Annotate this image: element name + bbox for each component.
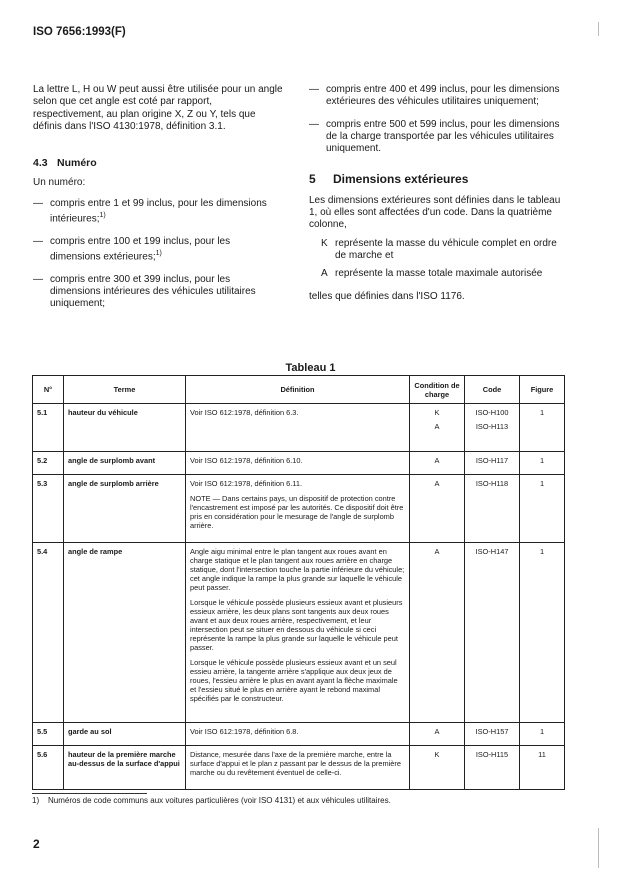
cell-term: angle de rampe bbox=[64, 543, 186, 723]
column-header: Définition bbox=[186, 376, 410, 404]
list-item: — compris entre 100 et 199 inclus, pour les dimensions extérieures;$^{1)}$ bbox=[33, 235, 231, 263]
definition-paragraph: Distance, mesurée dans l'axe de la première marche, entre la surface d'appui et le plan z passant par le dessus de la première marche ou du revêtement éventuel de celle-ci. bbox=[190, 750, 401, 777]
cell-code bbox=[465, 475, 520, 543]
document-header: ISO 7656:1993(F) bbox=[33, 26, 126, 38]
code-value: ISO-H118 bbox=[475, 479, 509, 488]
list-item: — compris entre 1 et 99 inclus, pour les dimensions intérieures;$^{1)}$ bbox=[33, 197, 267, 225]
load-condition-value: A bbox=[434, 422, 440, 431]
cell-load-condition bbox=[410, 543, 465, 723]
footnote-ref: 1) bbox=[99, 212, 106, 220]
list-item: — compris entre 400 et 499 inclus, pour les dimensions extérieures des véhicules utilitaires uniquement; bbox=[309, 84, 560, 108]
code-value: ISO-H115 bbox=[475, 750, 509, 759]
cell-load-condition bbox=[410, 452, 465, 475]
left-column bbox=[33, 84, 283, 321]
intro-paragraph: La lettre L, H ou W peut aussi être utilisée pour un angle selon que cet angle est coté par rapport, respectivement, au plan origine X, Z ou Y, tels que définis dans l'ISO 4130:1978, définition 3.1. bbox=[33, 84, 283, 132]
cell-figure: 1 bbox=[520, 452, 565, 475]
cell-definition bbox=[186, 475, 410, 543]
column-header: Figure bbox=[520, 376, 565, 404]
column-header: N° bbox=[33, 376, 64, 404]
cell-figure: 1 bbox=[520, 723, 565, 746]
definition-paragraph: Voir ISO 612:1978, définition 6.11. bbox=[190, 479, 303, 488]
section-number: 5 bbox=[309, 172, 316, 187]
lead-text: Un numéro: bbox=[33, 177, 86, 189]
code-value: ISO-H113 bbox=[475, 422, 509, 431]
cell-load-condition bbox=[410, 404, 465, 452]
cell-term: hauteur de la première marche au-dessus de la surface d'appui bbox=[64, 746, 186, 790]
column-header: Terme bbox=[64, 376, 186, 404]
definition-item: A représente la masse totale maximale autorisée bbox=[321, 268, 543, 280]
cell-number: 5.4 bbox=[33, 543, 64, 723]
dimensions-table bbox=[32, 375, 565, 790]
cell-definition bbox=[186, 404, 410, 452]
cell-load-condition bbox=[410, 475, 465, 543]
load-condition-value: A bbox=[434, 547, 440, 556]
cell-definition bbox=[186, 452, 410, 475]
cell-figure: 1 bbox=[520, 543, 565, 723]
load-condition-value: A bbox=[434, 727, 440, 736]
code-value: ISO-H117 bbox=[475, 456, 509, 465]
definition-paragraph: NOTE — Dans certains pays, un dispositif de protection contre l'encastrement est imposé par les autorités. Ce dispositif doit être pris en considération pour le mesurage de l'angle de surplomb arrière. bbox=[190, 494, 404, 530]
cell-code bbox=[465, 723, 520, 746]
load-condition-value: A bbox=[434, 479, 440, 488]
section-title: Dimensions extérieures bbox=[333, 172, 469, 187]
footnote-divider bbox=[32, 793, 147, 794]
section-5-heading bbox=[309, 173, 563, 185]
load-condition-value: A bbox=[434, 456, 440, 465]
cell-term: angle de surplomb avant bbox=[64, 452, 186, 475]
cell-figure: 1 bbox=[520, 404, 565, 452]
definition-item: K représente la masse du véhicule complet en ordre de marche et bbox=[321, 237, 557, 261]
cell-code bbox=[465, 452, 520, 475]
section-number: 4.3 bbox=[33, 157, 48, 170]
table-row bbox=[33, 543, 565, 723]
closing-text: telles que définies dans l'ISO 1176. bbox=[309, 290, 465, 302]
section-title: Numéro bbox=[57, 157, 97, 170]
page-number: 2 bbox=[33, 837, 40, 851]
cell-term: garde au sol bbox=[64, 723, 186, 746]
scan-margin-mark bbox=[598, 22, 599, 36]
cell-number: 5.1 bbox=[33, 404, 64, 452]
load-condition-value: K bbox=[434, 750, 440, 759]
definition-paragraph: Lorsque le véhicule possède plusieurs essieux avant et plusieurs essieux arrière, les deux plans sont tangents aux deux roues avant et aux deux roues arrière, respectivement, et leur intersection peut se situer en dessous du véhicule si ceci représente la rampe la plus grande sur laquelle le véhicule peut passer. bbox=[190, 598, 403, 652]
cell-figure: 11 bbox=[520, 746, 565, 790]
definition-paragraph: Voir ISO 612:1978, définition 6.3. bbox=[190, 408, 299, 417]
section-4-3-heading bbox=[33, 157, 283, 169]
cell-term: hauteur du véhicule bbox=[64, 404, 186, 452]
cell-code bbox=[465, 543, 520, 723]
right-column bbox=[309, 84, 563, 313]
table-row bbox=[33, 452, 565, 475]
section-paragraph: Les dimensions extérieures sont définies dans le tableau 1, où elles sont affectées d'un code. Dans la quatrième colonne, bbox=[309, 194, 561, 231]
cell-load-condition bbox=[410, 723, 465, 746]
cell-number: 5.2 bbox=[33, 452, 64, 475]
list-item: — compris entre 300 et 399 inclus, pour les dimensions intérieures des véhicules utilitaires uniquement; bbox=[33, 273, 256, 310]
definition-paragraph: Voir ISO 612:1978, définition 6.10. bbox=[190, 456, 303, 465]
cell-number: 5.5 bbox=[33, 723, 64, 746]
cell-code bbox=[465, 746, 520, 790]
table-row bbox=[33, 475, 565, 543]
definition-paragraph: Voir ISO 612:1978, définition 6.8. bbox=[190, 727, 299, 736]
cell-number: 5.3 bbox=[33, 475, 64, 543]
definition-paragraph: Angle aigu minimal entre le plan tangent aux roues avant en charge statique et le plan tangent aux roues arrière en charge statique, dont l'intersection touche la partie inférieure du véhicule; cet angle indique la rampe la plus grande sur laquelle le véhicule peut passer. bbox=[190, 547, 405, 592]
load-condition-value: K bbox=[434, 408, 440, 417]
table-row bbox=[33, 746, 565, 790]
scan-margin-mark bbox=[598, 828, 599, 868]
cell-definition bbox=[186, 543, 410, 723]
footnote-text: Numéros de code communs aux voitures particulières (voir ISO 4131) et aux véhicules utilitaires. bbox=[48, 796, 391, 805]
footnote-ref: 1) bbox=[155, 250, 162, 257]
cell-term: angle de surplomb arrière bbox=[64, 475, 186, 543]
table-row bbox=[33, 723, 565, 746]
cell-code bbox=[465, 404, 520, 452]
column-header: Condition de charge bbox=[410, 376, 465, 404]
code-value: ISO-H157 bbox=[475, 727, 509, 736]
column-header: Code bbox=[465, 376, 520, 404]
definition-paragraph: Lorsque le véhicule possède plusieurs essieux avant et un seul essieu arrière, la tangente arrière s'applique aux deux jeux de roues, l'essieu arrière le plus en avant ayant la flèche maximale et l'essieu situé le plus en arrière ayant le rebond maximal spécifiés par le constructeur. bbox=[190, 658, 398, 703]
table-body bbox=[33, 404, 565, 790]
code-value: ISO-H100 bbox=[475, 408, 509, 417]
list-item: — compris entre 500 et 599 inclus, pour les dimensions de la charge transportée par les véhicules utilitaires uniquement. bbox=[309, 118, 560, 155]
footnote-mark: 1) bbox=[32, 796, 40, 805]
table-row bbox=[33, 404, 565, 452]
code-value: ISO-H147 bbox=[475, 547, 509, 556]
cell-figure: 1 bbox=[520, 475, 565, 543]
table-header-row bbox=[33, 376, 565, 404]
cell-definition bbox=[186, 723, 410, 746]
footnote bbox=[32, 796, 391, 805]
cell-load-condition bbox=[410, 746, 465, 790]
cell-definition bbox=[186, 746, 410, 790]
table-title: Tableau 1 bbox=[285, 362, 336, 374]
cell-number: 5.6 bbox=[33, 746, 64, 790]
